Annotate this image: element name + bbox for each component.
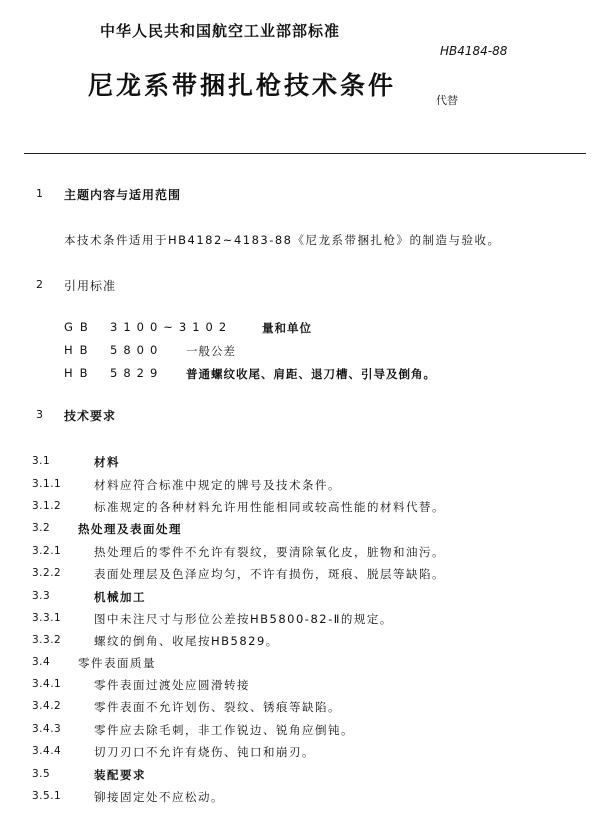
item-3-2-number: 3.2 [32, 522, 51, 534]
ref-2-code: HB [64, 343, 95, 357]
item-3-5-1-number: 3.5.1 [32, 790, 62, 802]
item-3-3-2-number: 3.3.2 [32, 634, 62, 646]
header-divider [24, 153, 586, 154]
item-3-4-4-number: 3.4.4 [32, 745, 62, 757]
item-3-3-1-text: 图中未注尺寸与形位公差按HB5800-82-Ⅱ的规定。 [94, 612, 393, 626]
item-3-3-text: 机械加工 [94, 590, 146, 604]
item-3-1-1-text: 材料应符合标准中规定的牌号及技术条件。 [94, 478, 341, 492]
section-2-title: 引用标准 [64, 279, 117, 293]
item-3-4-2-number: 3.4.2 [32, 700, 62, 712]
section-2-number: 2 [36, 278, 43, 291]
issuing-organization: 中华人民共和国航空工业部部标准 [100, 22, 341, 40]
item-3-2-1-number: 3.2.1 [32, 545, 62, 557]
ref-2-desc: 一般公差 [186, 344, 236, 358]
ref-1-code: GB [64, 320, 95, 334]
replace-note: 代替 [436, 94, 458, 107]
ref-3-code: HB [64, 366, 95, 380]
item-3-4-text: 零件表面质量 [78, 656, 156, 670]
item-3-4-2-text: 零件表面不允许划伤、裂纹、锈痕等缺陷。 [94, 700, 341, 714]
section-1-text: 本技术条件适用于HB4182~4183-88《尼龙系带捆扎枪》的制造与验收。 [64, 233, 501, 247]
item-3-3-1-number: 3.3.1 [32, 612, 62, 624]
item-3-5-number: 3.5 [32, 768, 51, 780]
item-3-1-text: 材料 [94, 455, 120, 469]
item-3-2-2-text: 表面处理层及色泽应均匀，不许有损伤，斑痕、脱层等缺陷。 [94, 567, 445, 581]
ref-3-desc: 普通螺纹收尾、肩距、退刀槽、引导及倒角。 [186, 367, 436, 381]
ref-1-desc: 量和单位 [262, 321, 312, 335]
item-3-5-text: 装配要求 [94, 768, 146, 782]
item-3-5-1-text: 铆接固定处不应松动。 [94, 790, 224, 804]
item-3-3-2-text: 螺纹的倒角、收尾按HB5829。 [94, 634, 279, 648]
item-3-1-2-number: 3.1.2 [32, 500, 62, 512]
item-3-3-number: 3.3 [32, 590, 51, 602]
ref-1-number: 3100~3102 [110, 320, 233, 334]
item-3-4-3-text: 零件应去除毛刺，非工作锐边、锐角应倒钝。 [94, 723, 354, 737]
section-1-number: 1 [36, 187, 43, 200]
section-1-title: 主题内容与适用范围 [64, 188, 182, 202]
standard-code: HB4184-88 [440, 44, 508, 58]
item-3-2-text: 热处理及表面处理 [78, 522, 182, 536]
section-3-title: 技术要求 [64, 409, 117, 423]
document-title: 尼龙系带捆扎枪技术条件 [88, 71, 397, 100]
item-3-4-1-number: 3.4.1 [32, 678, 62, 690]
item-3-4-4-text: 切刀刃口不允许有烧伤、钝口和崩刃。 [94, 745, 315, 759]
item-3-4-1-text: 零件表面过渡处应圆滑转接 [94, 678, 250, 692]
item-3-4-number: 3.4 [32, 656, 51, 668]
section-3-number: 3 [36, 408, 43, 421]
item-3-1-2-text: 标准规定的各种材料允许用性能相同或较高性能的材料代替。 [94, 500, 445, 514]
item-3-4-3-number: 3.4.3 [32, 723, 62, 735]
ref-3-number: 5829 [110, 366, 164, 380]
item-3-1-number: 3.1 [32, 455, 51, 467]
item-3-2-1-text: 热处理后的零件不允许有裂纹，要清除氧化皮，脏物和油污。 [94, 545, 445, 559]
ref-2-number: 5800 [110, 343, 164, 357]
item-3-2-2-number: 3.2.2 [32, 567, 62, 579]
item-3-1-1-number: 3.1.1 [32, 478, 62, 490]
